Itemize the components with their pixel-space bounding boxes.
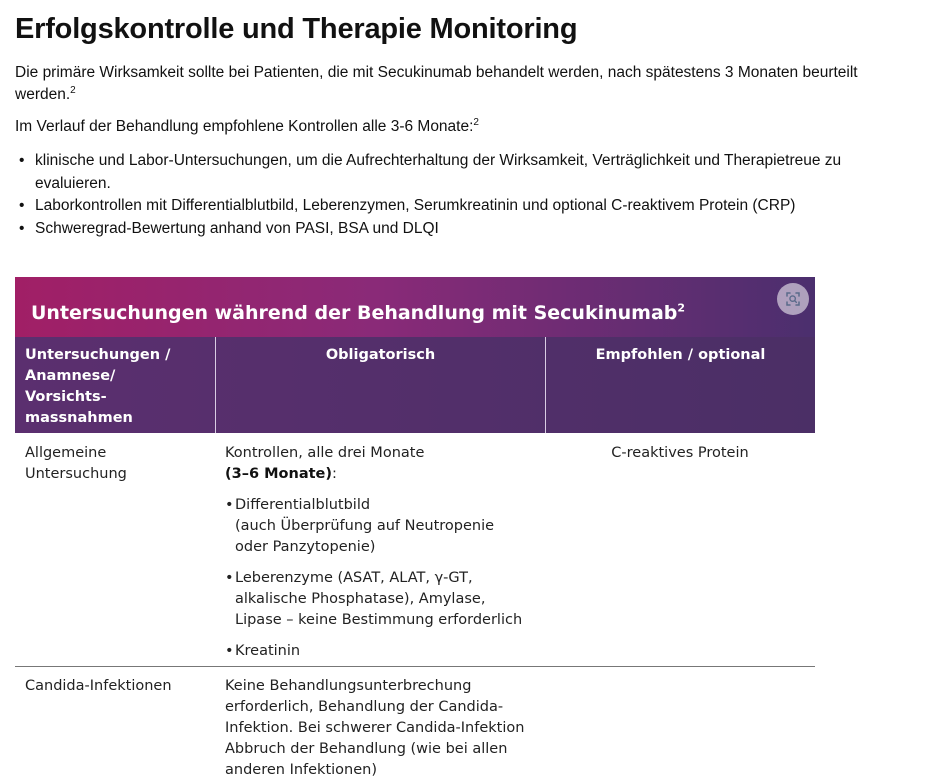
interval-suffix: : [332,466,337,482]
lab-item-liver-enzymes: • Leberenzyme (ASAT, ALAT, γ-GT, alkalische Phosphatase), Amylase, Lipase – keine Bestimmung erforderlich [225,568,545,631]
page-title: Erfolgskontrolle und Therapie Monitoring [15,13,578,45]
bullet-item: • Laborkontrollen mit Differentialblutbild, Leberenzymen, Serumkreatinin und optional C-reaktivem Protein (CRP) [15,195,920,218]
examination-table-image [15,277,815,784]
interval-bold: (3–6 Monate) [225,466,332,482]
intro-paragraph-primary-efficacy [15,62,920,106]
header-line: massnahmen [25,410,133,426]
cell-line: Infektion. Bei schwerer Candida-Infektion [225,720,525,736]
cell-line: erforderlich, Behandlung der Candida- [225,699,504,715]
bullet-item: • Schweregrad-Bewertung anhand von PASI, BSA und DLQI [15,218,920,241]
bullet-item: • klinische und Labor-Untersuchungen, um die Aufrechterhaltung der Wirksamkeit, Verträglichkeit und Therapietreue zu evaluieren. [15,150,920,195]
header-line: Untersuchungen / [25,347,171,363]
footnote-ref[interactable]: 2 [473,116,479,128]
intro-paragraph-controls [15,116,479,138]
table-banner-title [31,302,685,324]
footnote-ref[interactable]: 2 [70,84,76,96]
header-line: Anamnese/ [25,368,116,384]
cell-line: Untersuchung [25,466,127,482]
cell-line: Keine Behandlungsunterbrechung [225,678,472,694]
row-general-exam-label [25,443,210,485]
row-general-exam-mandatory [225,443,545,662]
header-mandatory: Obligatorisch [215,337,545,433]
table-header-row [15,337,815,433]
intro-text: Die primäre Wirksamkeit sollte bei Patienten, die mit Secukinumab behandelt werden, nach spätestens 3 Monaten beurteilt werden. [15,64,858,103]
header-recommended-optional: Empfohlen / optional [545,337,815,433]
zoom-button[interactable] [777,283,809,315]
header-examinations [15,337,215,433]
control-bullet-list [15,150,920,240]
banner-title-text: Untersuchungen während der Behandlung mit Secukinumab [31,302,678,324]
lab-item-blood-count: • Differentialblutbild (auch Überprüfung auf Neutropenie oder Panzytopenie) [225,495,545,558]
cell-line: Kontrollen, alle drei Monate [225,445,425,461]
header-line: Vorsichts- [25,389,107,405]
cell-line: Allgemeine [25,445,107,461]
banner-footnote-ref: 2 [677,301,686,315]
lab-item-creatinine: • Kreatinin [225,641,545,662]
cell-line: anderen Infektionen) [225,762,377,778]
row-candida-label [25,676,210,697]
row-divider [15,666,815,667]
row-general-exam-optional: C-reaktives Protein [611,445,749,461]
cell-line: Abbruch der Behandlung (wie bei allen [225,741,508,757]
table-banner [15,277,815,337]
intro-text: Im Verlauf der Behandlung empfohlene Kontrollen alle 3-6 Monate: [15,118,474,135]
cell-line: Candida-Infektionen [25,678,172,694]
row-candida-mandatory [225,676,545,781]
zoom-icon [784,290,802,308]
